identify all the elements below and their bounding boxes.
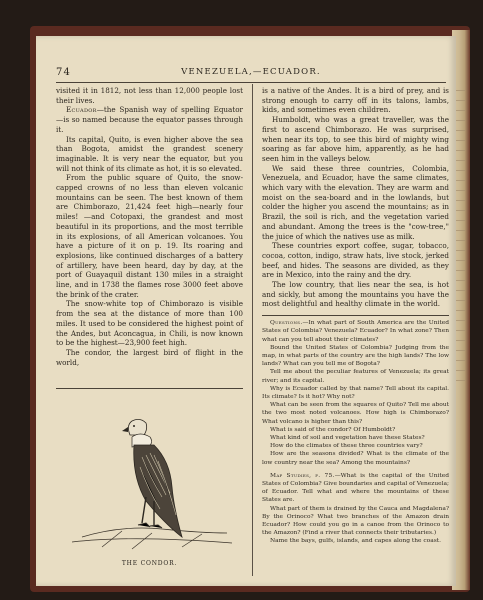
paragraph: Its capital, Quito, is even higher above the sea than Bogota, amidst the grandest scenery imaginable. It is very near the equator, but you will not think of its climate as hot, it is so elevated. <box>56 134 243 173</box>
column-divider <box>252 84 253 576</box>
paragraph: From the public square of Quito, the snow-capped crowns of no less than eleven volcanic mountains can be seen. The best known of them are Chimborazo, 21,424 feet high—nearly four miles! —and Cotopaxi, the grandest and most beautiful in its proportions, and the most terrible in its explosions, of all American volcanoes. You have a picture of it on p. 19. Its roaring and explosions, like continued discharges of a battery of artillery, have been heard, day by day, at the port of Guayaquil distant 130 miles in a straight line, and in 1738 the flames rose 3000 feet above the brink of the crater. <box>56 173 243 299</box>
paragraph: is a native of the Andes. It is a bird of prey, and is strong enough to carry off in its talons, lambs, kids, and sometimes even children. <box>262 86 449 115</box>
facing-page-strip <box>455 90 465 390</box>
right-column <box>262 86 449 546</box>
question: Bound the United States of Colombia? Judging from the map, in what parts of the country are the high lands? The low lands? What can you tell me of Bogota? <box>262 344 449 368</box>
map-study: Map Studies, p. 75.—What is the capital of the United States of Colombia? Give boundaries and capital of Venezuela; of Ecuador. Tell what and where the mountains of these States are. <box>262 472 449 504</box>
question: What kind of soil and vegetation have these States? <box>270 435 425 442</box>
left-column <box>56 86 243 367</box>
figure-caption: THE CONDOR. <box>121 560 178 567</box>
paragraph-ecuador: Ecuador—the Spanish way of spelling Equator —is so named because the equator passes through it. <box>56 105 243 134</box>
paragraph: The low country, that lies near the sea, is hot and sickly, but among the mountains you have the most delightful and healthy climate in the world. <box>262 280 449 309</box>
map-studies-heading: Map Studies, p. 75. <box>270 472 335 479</box>
paragraph: Humboldt, who was a great traveller, was the first to ascend Chimborazo. He was surprised, when near its top, to see this bird of mighty wing soaring as far above him, apparently, as he had seen him in the valleys below. <box>262 115 449 163</box>
questions-heading: Questions. <box>270 320 303 327</box>
map-study: What part of them is drained by the Cauca and Magdalena? By the Orinoco? What two branches of the Amazon drain Ecuador? How could you go in a canoe from the Orinoco to the Amazon? (Find a river that connects their tributaries.) <box>262 505 449 537</box>
page-header <box>56 67 446 79</box>
question: What can be seen from the squares of Quito? Tell me about the two most noted volcanoes. How high is Chimborazo? What volcano is higher than this? <box>262 402 449 425</box>
paragraph: visited it in 1812, not less than 12,000 people lost their lives. <box>56 86 243 105</box>
paragraph: We said these three countries, Colombia, Venezuela, and Ecuador, have the same climates, which vary with the elevation. They are warm and moist on the sea-board and in the lowlands, but colder the higher you ascend the mountains; as in Brazil, the soil is rich, and the vegetation varied and abundant. Among the trees is the "cow-tree," the juice of which the natives use as milk. <box>262 163 449 241</box>
paragraph: These countries export coffee, sugar, tobacco, cocoa, cotton, indigo, straw hats, live stock, jerked beef, and hides. The seasons are divided, as they are in Mexico, into the rainy and the dry. <box>262 241 449 280</box>
question: Questions.—In what part of South America are the United States of Colombia? Venezuela? Ecuador? In what zone? Then what can you tell about their climates? <box>262 320 449 343</box>
book-page <box>36 36 456 586</box>
question: Tell me about the peculiar features of Venezuela; its great river; and its capital. <box>262 369 449 384</box>
running-head: VENEZUELA,—ECUADOR. <box>181 67 321 77</box>
condor-figure <box>56 388 243 569</box>
question: How do the climates of these three countries vary? <box>270 443 423 450</box>
question: Why is Ecuador called by that name? Tell about its capital. Its climate? Is it hot? Why not? <box>262 385 449 400</box>
question: What is said of the condor? Of Humboldt? <box>270 426 396 433</box>
paragraph: The condor, the largest bird of flight in the world, <box>56 347 243 367</box>
page-number: 74 <box>56 67 72 78</box>
condor-illustration <box>62 397 237 557</box>
section-rule <box>262 315 449 316</box>
map-study: Name the bays, gulfs, islands, and capes along the coast. <box>270 538 441 545</box>
questions-section <box>262 315 449 545</box>
paragraph: The snow-white top of Chimborazo is visible from the sea at the distance of more than 100 miles. It used to be considered the highest point of the Andes, but Aconcagua, in Chili, is now known to be the highest—23,900 feet high. <box>56 299 243 348</box>
lead-word: Ecuador <box>66 105 97 115</box>
header-rule <box>56 82 446 83</box>
question: How are the seasons divided? What is the climate of the low country near the sea? Among the mountains? <box>262 451 449 466</box>
